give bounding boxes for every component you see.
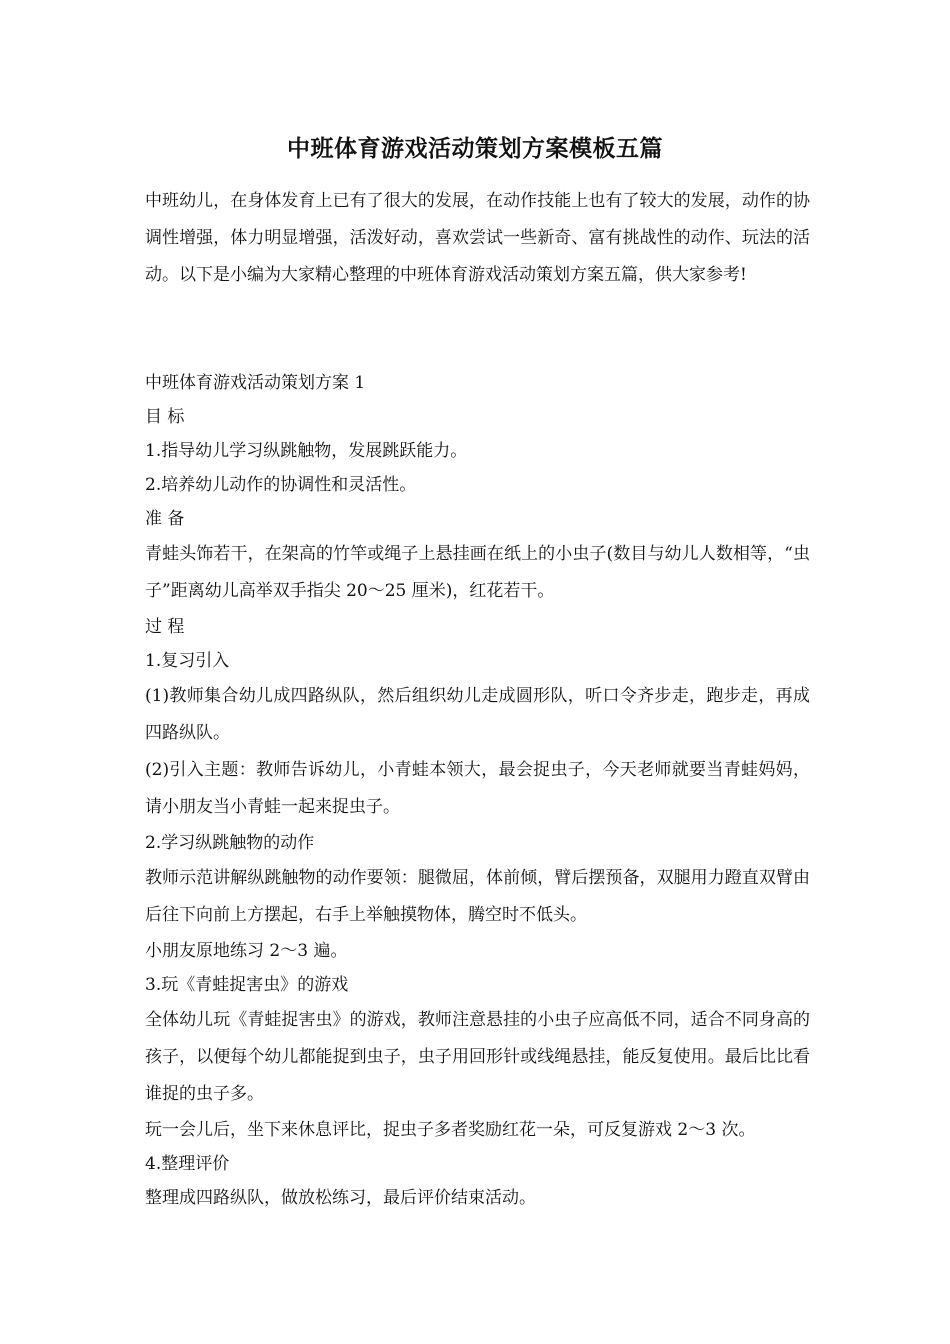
subheading-goals: 目 标 xyxy=(145,407,185,427)
intro-paragraph: 中班幼儿，在身体发育上已有了很大的发展，在动作技能上也有了较大的发展，动作的协调性增强，体力明显增强，活泼好动，喜欢尝试一些新奇、富有挑战性的动作、玩法的活动。以下是小编为大家精心整理的中班体育游戏活动策划方案五篇，供大家参考! xyxy=(145,191,810,285)
document-title: 中班体育游戏活动策划方案模板五篇 xyxy=(287,135,663,162)
goal-item: 2.培养幼儿动作的协调性和灵活性。 xyxy=(145,475,417,495)
step-text: (2)引入主题：教师告诉幼儿，小青蛙本领大，最会捉虫子，今天老师就要当青蛙妈妈，请小朋友当小青蛙一起来捉虫子。 xyxy=(145,760,810,817)
step-heading: 4.整理评价 xyxy=(145,1154,230,1174)
step-text: 全体幼儿玩《青蛙捉害虫》的游戏，教师注意悬挂的小虫子应高低不同，适合不同身高的孩子，以便每个幼儿都能捉到虫子，虫子用回形针或线绳悬挂，能反复使用。最后比比看谁捉的虫子多。 xyxy=(145,1010,810,1104)
step-text: (1)教师集合幼儿成四路纵队，然后组织幼儿走成圆形队，听口令齐步走，跑步走，再成四路纵队。 xyxy=(145,686,810,743)
step-text: 小朋友原地练习 2～3 遍。 xyxy=(145,941,348,961)
step-heading: 1.复习引入 xyxy=(145,651,230,671)
step-text: 教师示范讲解纵跳触物的动作要领：腿微屈，体前倾，臂后摆预备，双腿用力蹬直双臂由后往下向前上方摆起，右手上举触摸物体，腾空时不低头。 xyxy=(145,868,810,925)
step-heading: 2.学习纵跳触物的动作 xyxy=(145,833,315,853)
step-text: 玩一会儿后，坐下来休息评比，捉虫子多者奖励红花一朵，可反复游戏 2～3 次。 xyxy=(145,1120,756,1140)
subheading-preparation: 准 备 xyxy=(145,509,185,529)
preparation-text: 青蛙头饰若干，在架高的竹竿或绳子上悬挂画在纸上的小虫子(数目与幼儿人数相等，“虫子”距离幼儿高举双手指尖 20～25 厘米)，红花若干。 xyxy=(145,544,810,601)
step-heading: 3.玩《青蛙捉害虫》的游戏 xyxy=(145,975,349,995)
section-heading: 中班体育游戏活动策划方案 1 xyxy=(145,373,366,393)
document-body xyxy=(145,366,810,1215)
goal-item: 1.指导幼儿学习纵跳触物，发展跳跃能力。 xyxy=(145,441,468,461)
subheading-process: 过 程 xyxy=(145,617,185,637)
step-text: 整理成四路纵队，做放松练习，最后评价结束活动。 xyxy=(145,1188,536,1208)
